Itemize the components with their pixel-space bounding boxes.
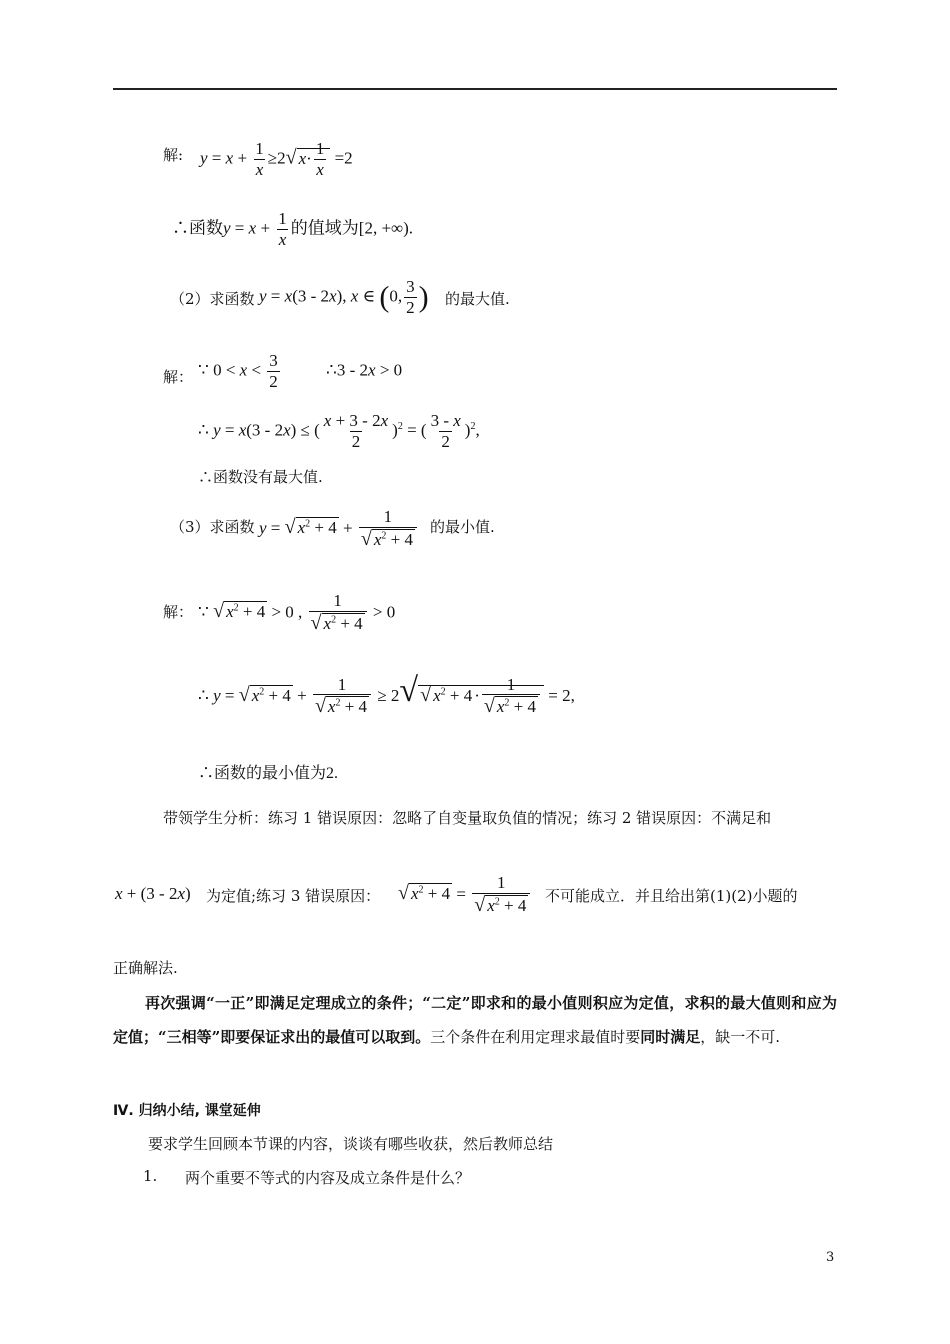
formula-ex2: y = x(3 - 2x), x ∈ (0, $\frac{3}{2}$ ) [259, 277, 429, 317]
list-item-text: 两个重要不等式的内容及成立条件是什么？ [185, 1169, 471, 1187]
ex2-conclusion: ∴函数没有最大值. [198, 468, 323, 486]
solution-label: 解: [163, 146, 184, 164]
formula-ex1-conclusion: ∴函数y = x + $\frac{1}{x}$ 的值域为[2, +∞). [172, 209, 414, 249]
solution-label: 解： [163, 603, 194, 621]
page-number: 3 [826, 1250, 835, 1265]
header-rule [113, 88, 837, 90]
formula-ex1-solution: y = x + $\frac{1}{x}$ ≥2√ x· $\frac{1}{x}$ =2 [200, 139, 353, 179]
emphasis-bold-1: 再次强调“一正”即满足定理成立的条件；“二定”即求和的最小值则积应为定值，求积的最大值则和应为定值；“三相等”即要保证求出的最值可以取到。 [113, 994, 837, 1046]
emphasis-tail: ，缺一不可. [700, 1028, 781, 1046]
formula-ex3-inequality: ∴ y = √ $x^2 + 4$ + $\frac{1}{√ x^2 + 4}$ ≥ 2√ √ $x^2 + 4$ · $\frac{1}{√ x^2 + 4}$ = 2, [198, 672, 575, 718]
formula-ex3-condition: ∵ √ $x^2 + 4 > 0$ , $\frac{1}{√ x^2 + 4}$ > 0 [198, 591, 396, 634]
ex3-suffix: 的最小值. [430, 518, 495, 536]
formula-ex2-inequality: ∴ y = x(3 - 2x) ≤ ( $\frac{x + 3 - 2x}{2}$ )$^2$ = ( $\frac{3 - x}{2}$ )$^2$, [198, 411, 480, 451]
formula-ex3: y = √ $x^2 + 4$ + $\frac{1}{√ x^2 + 4}$ [259, 508, 419, 551]
summary-intro: 要求学生回顾本节课的内容，谈谈有哪些收获，然后教师总结 [148, 1135, 554, 1153]
solution-label: 解： [163, 368, 194, 386]
analysis-line-2-mid: 为定值;练习 3 错误原因： [206, 887, 381, 905]
analysis-line-1: 带领学生分析：练习 1 错误原因：忽略了自变量取负值的情况；练习 2 错误原因：不满足和 [163, 809, 772, 827]
ex1-conclusion-prefix: ∴函数 [172, 218, 223, 238]
formula-sum: x + (3 - 2x) [115, 884, 191, 903]
analysis-line-3: 正确解法. [113, 959, 178, 977]
formula-ex2-condition: ∵ 0 < x < $\frac{3}{2}$ ∴3 - 2x > 0 [198, 351, 403, 391]
ex3-conclusion: ∴函数的最小值为2. [198, 765, 339, 782]
list-item-number: 1. [143, 1167, 158, 1185]
emphasis-normal: 三个条件在利用定理求最值时要 [430, 1028, 641, 1046]
ex2-prompt: （2）求函数 [170, 290, 255, 308]
section-heading: Ⅳ. 归纳小结, 课堂延伸 [113, 1103, 261, 1119]
emphasis-paragraph [113, 986, 837, 1054]
ex3-prompt: （3）求函数 [170, 518, 255, 536]
ex2-suffix: 的最大值. [445, 290, 510, 308]
ex1-conclusion-mid: 的值域为 [290, 218, 359, 238]
formula-impossible-equality: √ $x^2 + 4$ = $\frac{1}{√ x^2 + 4}$ [398, 874, 532, 917]
analysis-line-2-end: 不可能成立．并且给出第(1)(2)小题的 [545, 887, 798, 905]
emphasis-bold-2: 同时满足 [640, 1028, 701, 1046]
